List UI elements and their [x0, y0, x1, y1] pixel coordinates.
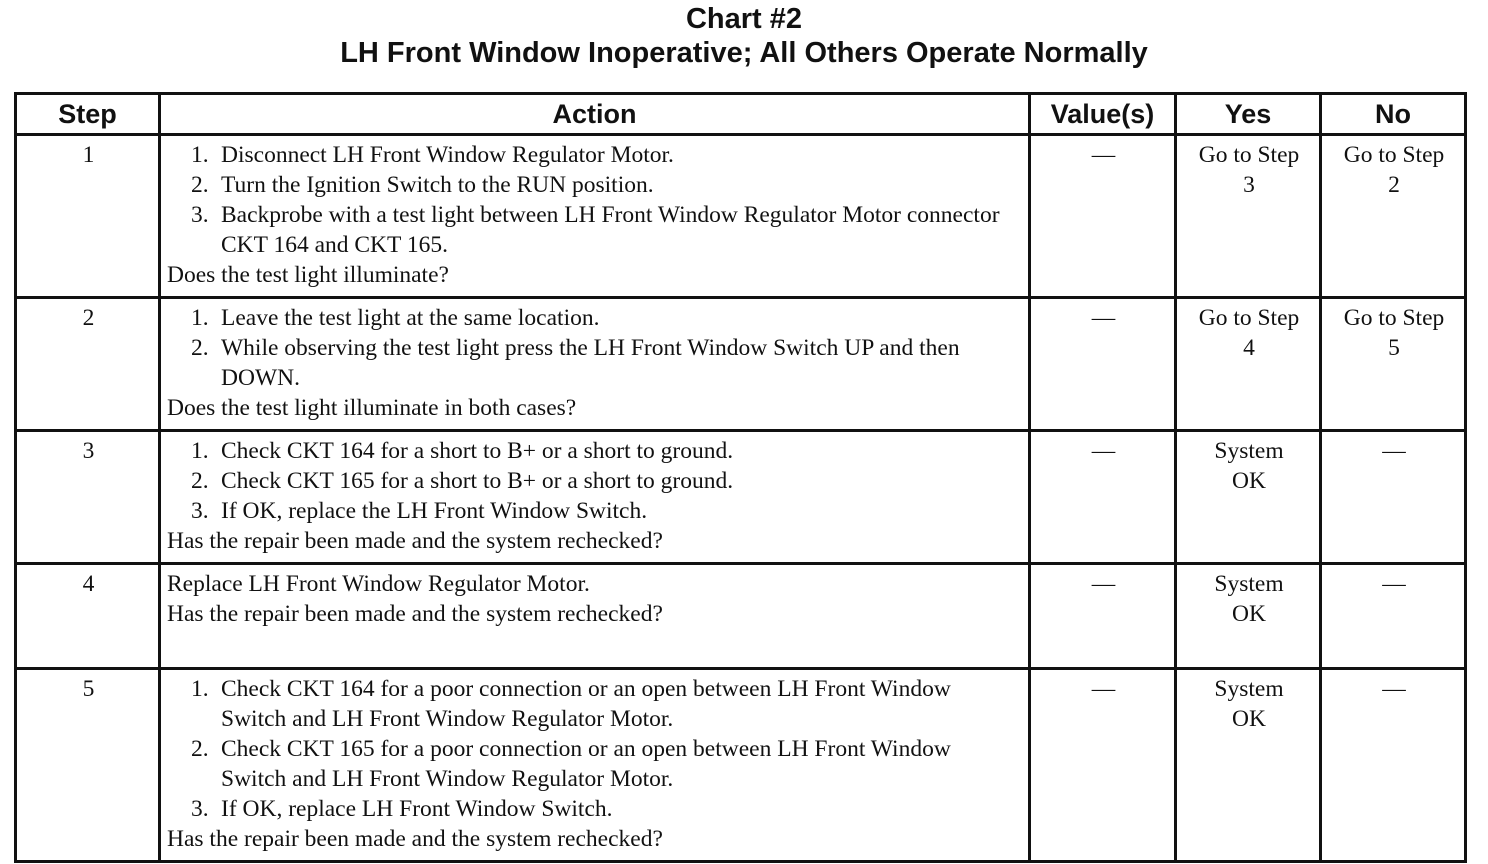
- chart-title-description: LH Front Window Inoperative; All Others Operate Normally: [340, 37, 1148, 69]
- header-yes: Yes: [1176, 94, 1321, 135]
- action-step-number: 2.: [191, 736, 209, 762]
- table-header-row: [16, 94, 1466, 135]
- action-step-number: 2.: [191, 468, 209, 494]
- no-cell: —: [1321, 564, 1466, 669]
- table-row: [16, 431, 1466, 564]
- no-cell: [1321, 298, 1466, 431]
- chart-title: [0, 2, 1488, 70]
- action-step: [167, 200, 1024, 260]
- yes-cell: [1176, 135, 1321, 298]
- action-step: [167, 674, 1024, 734]
- header-step: Step: [16, 94, 160, 135]
- action-step-text: Check CKT 164 for a poor connection or an open between LH Front Window Switch and LH Front Window Regulator Motor.: [221, 676, 951, 732]
- header-action: Action: [160, 94, 1030, 135]
- action-step-text: Backprobe with a test light between LH Front Window Regulator Motor connector CKT 164 and CKT 165.: [221, 202, 1000, 258]
- action-step-text: Leave the test light at the same location.: [221, 305, 600, 331]
- action-step-number: 1.: [191, 438, 209, 464]
- action-step-text: Check CKT 164 for a short to B+ or a short to ground.: [221, 438, 734, 464]
- no-cell: [1321, 135, 1466, 298]
- action-step: [167, 140, 1024, 170]
- action-cell: [160, 431, 1030, 564]
- action-step-number: 2.: [191, 172, 209, 198]
- action-step: [167, 333, 1024, 393]
- value-cell: —: [1030, 298, 1176, 431]
- action-step: [167, 436, 1024, 466]
- action-step-text: If OK, replace LH Front Window Switch.: [221, 796, 613, 822]
- action-step-number: 3.: [191, 498, 209, 524]
- yes-cell: [1176, 564, 1321, 669]
- action-cell: [160, 564, 1030, 669]
- value-cell: —: [1030, 135, 1176, 298]
- yes-text: System: [1214, 676, 1284, 702]
- diagnostic-table: [14, 92, 1467, 863]
- action-step: [167, 466, 1024, 496]
- value-cell: —: [1030, 669, 1176, 862]
- table-row: [16, 669, 1466, 862]
- table-row: [16, 135, 1466, 298]
- step-number: 2: [16, 298, 160, 431]
- action-step-number: 1.: [191, 142, 209, 168]
- value-cell: —: [1030, 431, 1176, 564]
- action-step-text: Check CKT 165 for a short to B+ or a short to ground.: [221, 468, 734, 494]
- action-step-number: 2.: [191, 335, 209, 361]
- yes-cell: [1176, 431, 1321, 564]
- yes-text: System: [1214, 438, 1284, 464]
- yes-text: System: [1214, 571, 1284, 597]
- no-target: 5: [1388, 335, 1400, 361]
- header-no: No: [1321, 94, 1466, 135]
- yes-target: OK: [1232, 706, 1266, 732]
- action-step: [167, 496, 1024, 526]
- step-number: 4: [16, 564, 160, 669]
- header-values: Value(s): [1030, 94, 1176, 135]
- step-number: 1: [16, 135, 160, 298]
- action-step-text: If OK, replace the LH Front Window Switch.: [221, 498, 648, 524]
- yes-target: 3: [1243, 172, 1255, 198]
- action-step: [167, 734, 1024, 794]
- action-step-number: 3.: [191, 202, 209, 228]
- action-step-text: Disconnect LH Front Window Regulator Motor.: [221, 142, 674, 168]
- chart-title-number: Chart #2: [685, 3, 803, 35]
- action-step: [167, 794, 1024, 824]
- yes-target: OK: [1232, 468, 1266, 494]
- no-text: Go to Step: [1343, 305, 1445, 331]
- action-step: [167, 303, 1024, 333]
- step-number: 3: [16, 431, 160, 564]
- action-step-number: 1.: [191, 676, 209, 702]
- action-cell: [160, 135, 1030, 298]
- no-text: Go to Step: [1343, 142, 1445, 168]
- yes-text: Go to Step: [1198, 305, 1300, 331]
- table-row: [16, 564, 1466, 669]
- yes-text: Go to Step: [1198, 142, 1300, 168]
- action-question: Has the repair been made and the system rechecked?: [167, 601, 663, 627]
- yes-target: OK: [1232, 601, 1266, 627]
- no-target: 2: [1388, 172, 1400, 198]
- yes-target: 4: [1243, 335, 1255, 361]
- yes-cell: [1176, 669, 1321, 862]
- action-step-text: Check CKT 165 for a poor connection or an open between LH Front Window Switch and LH Front Window Regulator Motor.: [221, 736, 951, 792]
- step-number: 5: [16, 669, 160, 862]
- action-step: [167, 170, 1024, 200]
- no-cell: —: [1321, 431, 1466, 564]
- value-cell: —: [1030, 564, 1176, 669]
- action-step-number: 1.: [191, 305, 209, 331]
- action-step-text: While observing the test light press the LH Front Window Switch UP and then DOWN.: [221, 335, 960, 391]
- yes-cell: [1176, 298, 1321, 431]
- action-step-text: Turn the Ignition Switch to the RUN position.: [221, 172, 654, 198]
- action-instruction: Replace LH Front Window Regulator Motor.: [167, 571, 590, 597]
- action-question: Has the repair been made and the system rechecked?: [167, 528, 663, 554]
- action-cell: [160, 669, 1030, 862]
- action-question: Does the test light illuminate?: [167, 262, 449, 288]
- action-question: Has the repair been made and the system rechecked?: [167, 826, 663, 852]
- action-cell: [160, 298, 1030, 431]
- table-row: [16, 298, 1466, 431]
- action-question: Does the test light illuminate in both cases?: [167, 395, 577, 421]
- no-cell: —: [1321, 669, 1466, 862]
- action-step-number: 3.: [191, 796, 209, 822]
